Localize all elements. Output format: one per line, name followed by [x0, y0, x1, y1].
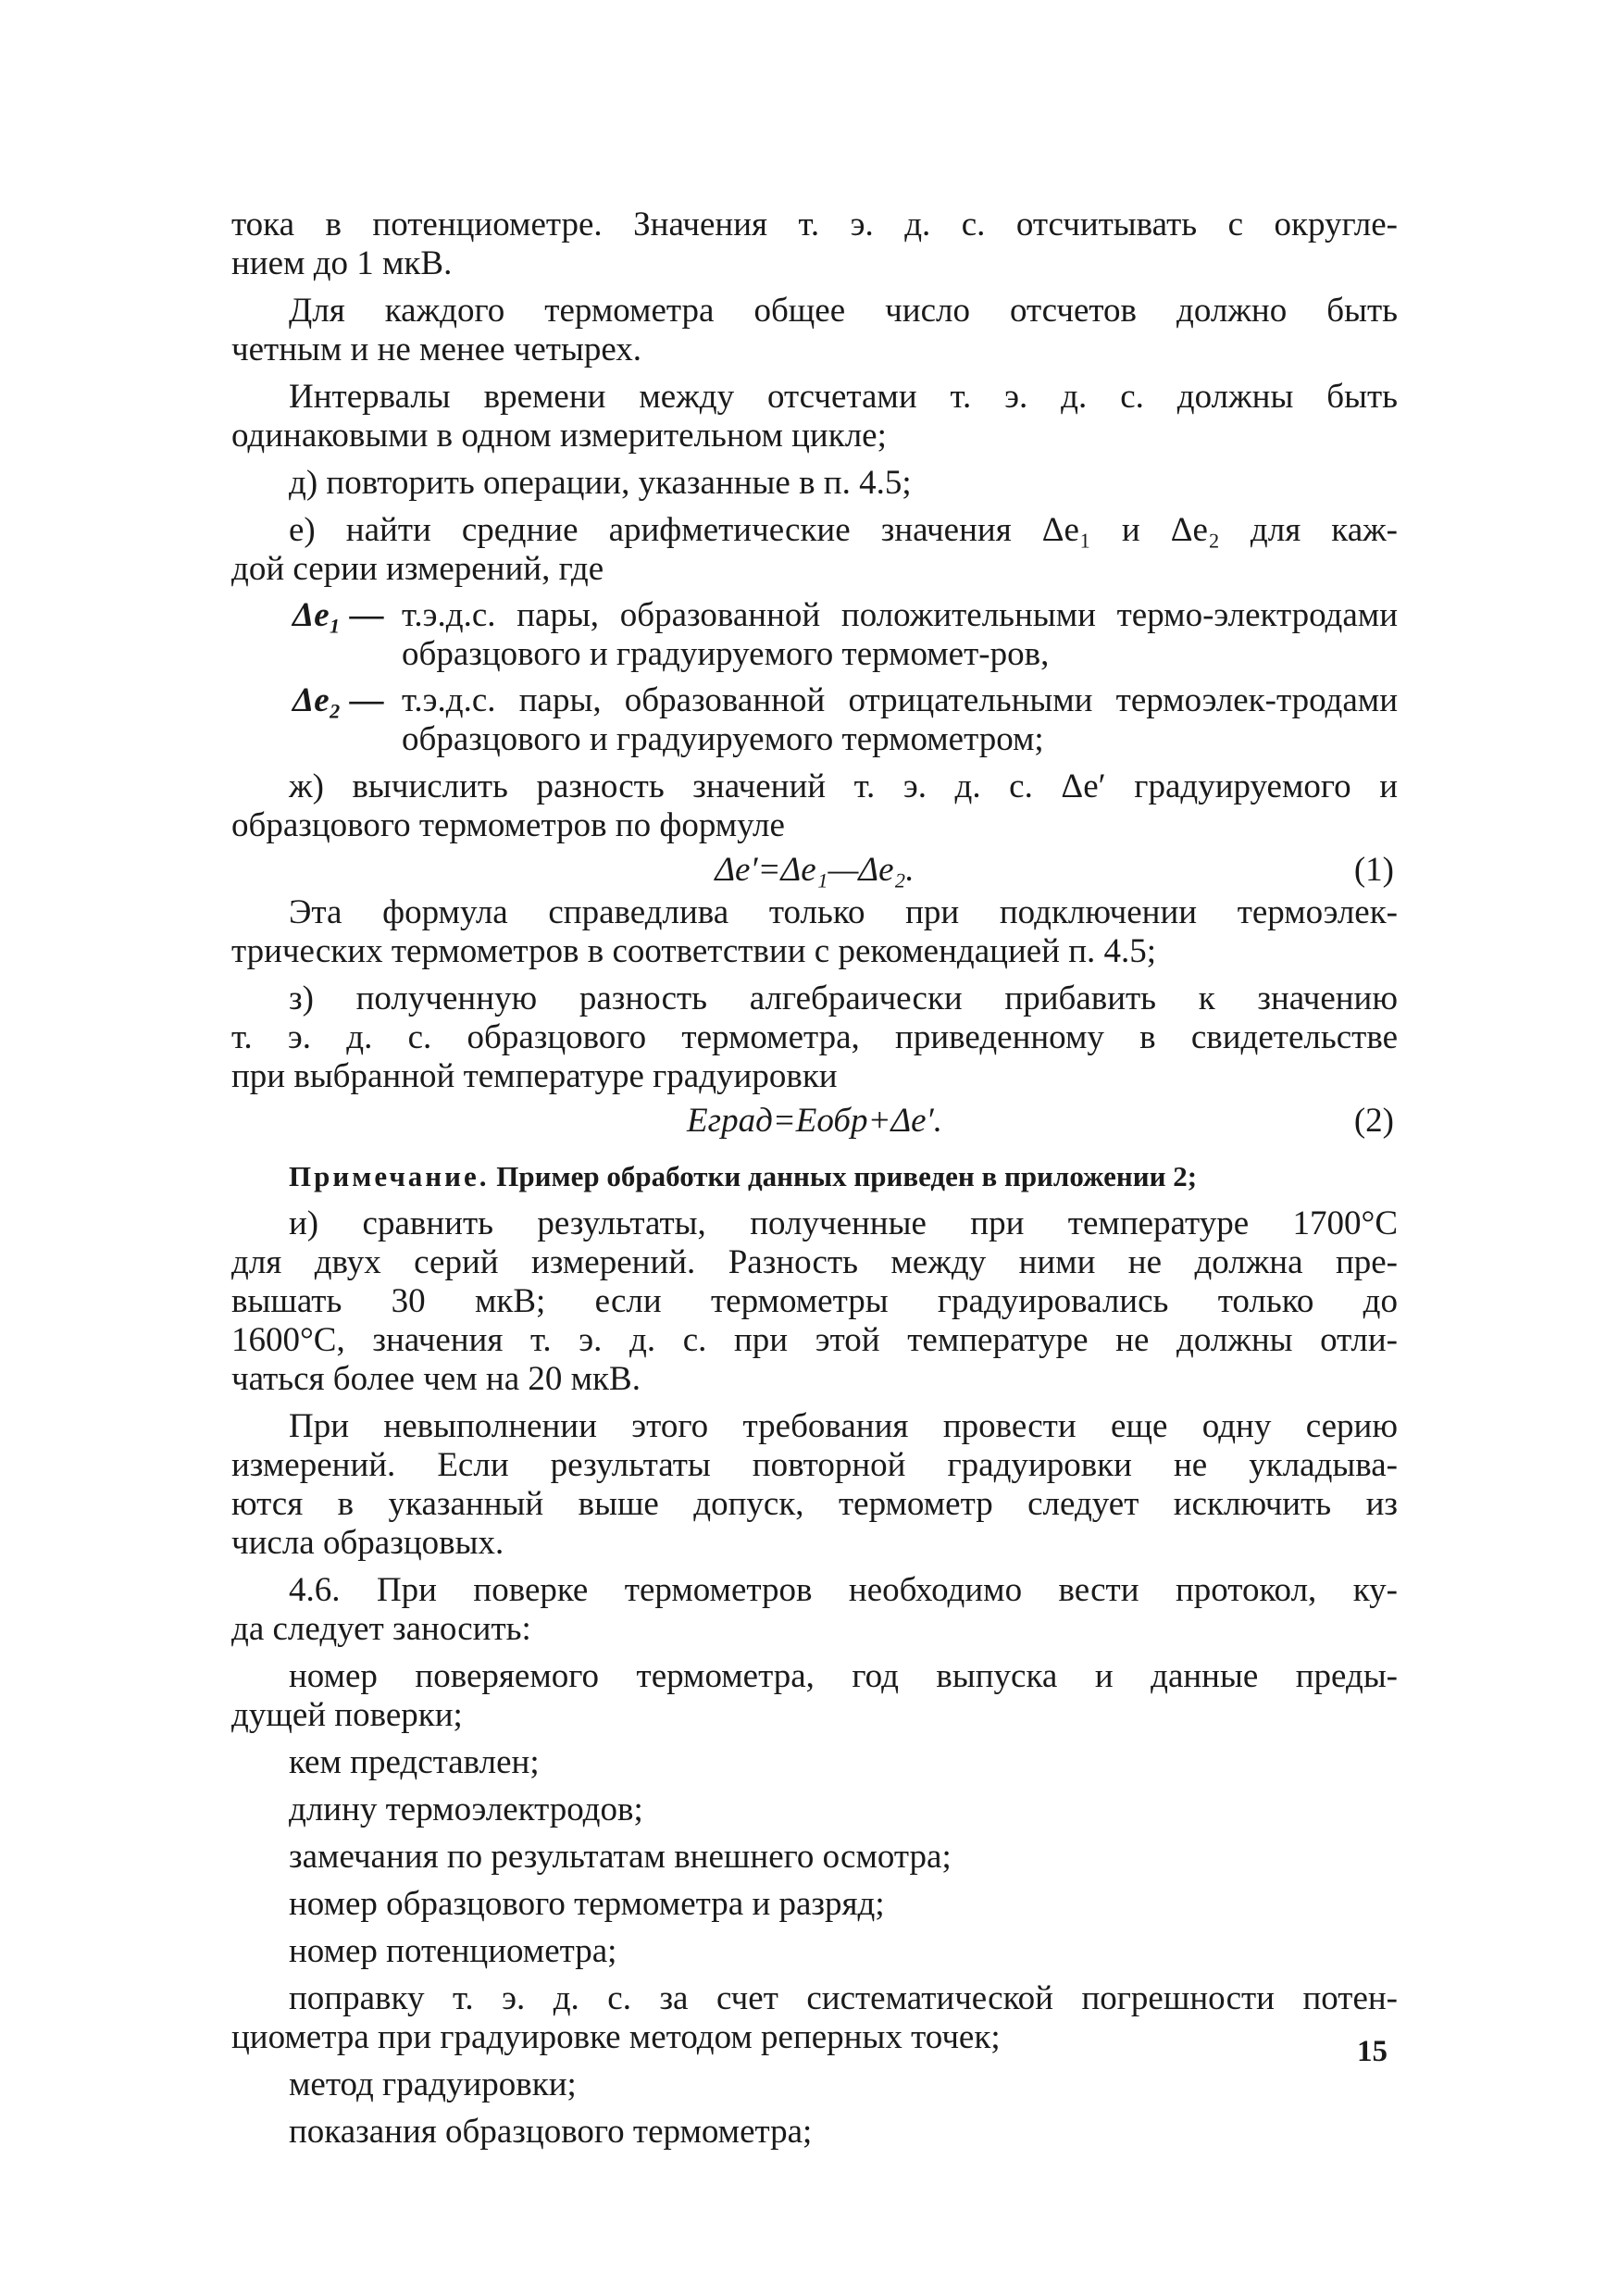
- note-label: Примечание.: [289, 1160, 490, 1192]
- paragraph-repeat-series: [231, 1407, 1398, 1563]
- protocol-item: [231, 1838, 1398, 1877]
- paragraph-formula-validity: [231, 893, 1398, 971]
- text-line: ются в указанный выше допуск, термометр следует исключить из: [231, 1485, 1398, 1523]
- note: [231, 1157, 1398, 1196]
- definition-delta-e1: [231, 596, 1398, 674]
- note-text: Пример обработки данных приведен в приложении 2;: [496, 1160, 1198, 1192]
- text-line: образцового термометров по формуле: [231, 806, 785, 844]
- text-line: трических термометров в соответствии с рекомендацией п. 4.5;: [231, 932, 1157, 970]
- text-line: и) сравнить результаты, полученные при температуре 1700°С: [289, 1204, 1398, 1242]
- protocol-item: [231, 2113, 1398, 2152]
- protocol-item: [231, 1932, 1398, 1971]
- definition-text: т.э.д.с. пары, образованной положительными термо-электродами образцового и градуируемого термомет-ров,: [402, 596, 1398, 673]
- formula-2: [231, 1102, 1398, 1144]
- text-line: з) полученную разность алгебраически прибавить к значению: [289, 980, 1398, 1017]
- definition-symbol: Δe₂ —: [292, 681, 384, 719]
- formula-number: (1): [1353, 851, 1394, 889]
- text-line: нием до 1 мкВ.: [231, 244, 453, 282]
- paragraph-reading-count: [231, 292, 1398, 369]
- paragraph-intervals: [231, 378, 1398, 455]
- text-line: четным и не менее четырех.: [231, 331, 642, 368]
- section-4-6: [231, 1571, 1398, 1649]
- protocol-item: [231, 1657, 1398, 1735]
- list-item-e: [231, 511, 1398, 589]
- text-line: д) повторить операции, указанные в п. 4.5;: [289, 464, 912, 502]
- definition-symbol: Δe₁ —: [292, 596, 384, 634]
- text-line: Интервалы времени между отсчетами т. э. д. с. должны быть: [289, 378, 1398, 416]
- text-line: чаться более чем на 20 мкВ.: [231, 1360, 641, 1398]
- text-line: при выбранной температуре градуировки: [231, 1057, 838, 1095]
- formula-number: (2): [1353, 1102, 1394, 1140]
- protocol-item: [231, 2065, 1398, 2104]
- definition-delta-e2: [231, 681, 1398, 759]
- page-number: 15: [1357, 2035, 1388, 2068]
- text-line: для двух серий измерений. Разность между ними не должна пре-: [231, 1243, 1398, 1281]
- list-item-d: [231, 464, 1398, 503]
- formula-1: [231, 851, 1398, 893]
- text-line: числа образцовых.: [231, 1524, 504, 1562]
- text-line: номер образцового термометра и разряд;: [289, 1885, 885, 1923]
- text-line: е) найти средние арифметические значения Δe₁ и Δe₂ для каж-: [289, 511, 1398, 549]
- protocol-item: [231, 1979, 1398, 2057]
- text-line: поправку т. э. д. с. за счет систематической погрешности потен-: [289, 1979, 1398, 2017]
- text-line: показания образцового термометра;: [289, 2113, 813, 2151]
- protocol-item: [231, 1743, 1398, 1782]
- text-line: да следует заносить:: [231, 1610, 531, 1648]
- text-line: замечания по результатам внешнего осмотра;: [289, 1838, 952, 1876]
- text-line: т. э. д. с. образцового термометра, приведенному в свидетельстве: [231, 1018, 1398, 1056]
- protocol-item: [231, 1791, 1398, 1829]
- text-line: Эта формула справедлива только при подключении термоэлек-: [289, 893, 1398, 931]
- text-line: При невыполнении этого требования провести еще одну серию: [289, 1407, 1398, 1445]
- text-line: измерений. Если результаты повторной градуировки не укладыва-: [231, 1446, 1398, 1484]
- text-line: длину термоэлектродов;: [289, 1791, 643, 1828]
- text-line: циометра при градуировке методом реперных точек;: [231, 2018, 1001, 2056]
- text-line: кем представлен;: [289, 1743, 540, 1781]
- text-line: вышать 30 мкВ; если термометры градуировались только до: [231, 1282, 1398, 1320]
- text-line: дой серии измерений, где: [231, 550, 604, 588]
- protocol-item: [231, 1885, 1398, 1924]
- text-line: ж) вычислить разность значений т. э. д. с. Δe′ градуируемого и: [289, 767, 1398, 805]
- text-line: одинаковыми в одном измерительном цикле;: [231, 417, 887, 455]
- text-line: Для каждого термометра общее число отсчетов должно быть: [289, 292, 1398, 330]
- text-line: 1600°С, значения т. э. д. с. при этой температуре не должны отли-: [231, 1321, 1398, 1359]
- text-line: дущей поверки;: [231, 1696, 463, 1734]
- text-line: номер потенциометра;: [289, 1932, 617, 1970]
- page-body: [231, 206, 1398, 2152]
- list-item-z: [231, 980, 1398, 1096]
- text-line: тока в потенциометре. Значения т. э. д. с. отсчитывать с округле-: [231, 206, 1398, 243]
- definition-text: т.э.д.с. пары, образованной отрицательными термоэлек-тродами образцового и градуируемого термометром;: [402, 681, 1398, 758]
- list-item-zh: [231, 767, 1398, 845]
- text-line: номер поверяемого термометра, год выпуска и данные преды-: [289, 1657, 1398, 1695]
- list-item-i: [231, 1204, 1398, 1399]
- text-line: метод градуировки;: [289, 2065, 577, 2103]
- text-line: 4.6. При поверке термометров необходимо вести протокол, ку-: [289, 1571, 1398, 1609]
- formula-expression: Δe′=Δe₁—Δe₂.: [715, 851, 915, 889]
- paragraph-current-readings: [231, 206, 1398, 283]
- formula-expression: Eград=Eобр+Δe′.: [687, 1102, 942, 1140]
